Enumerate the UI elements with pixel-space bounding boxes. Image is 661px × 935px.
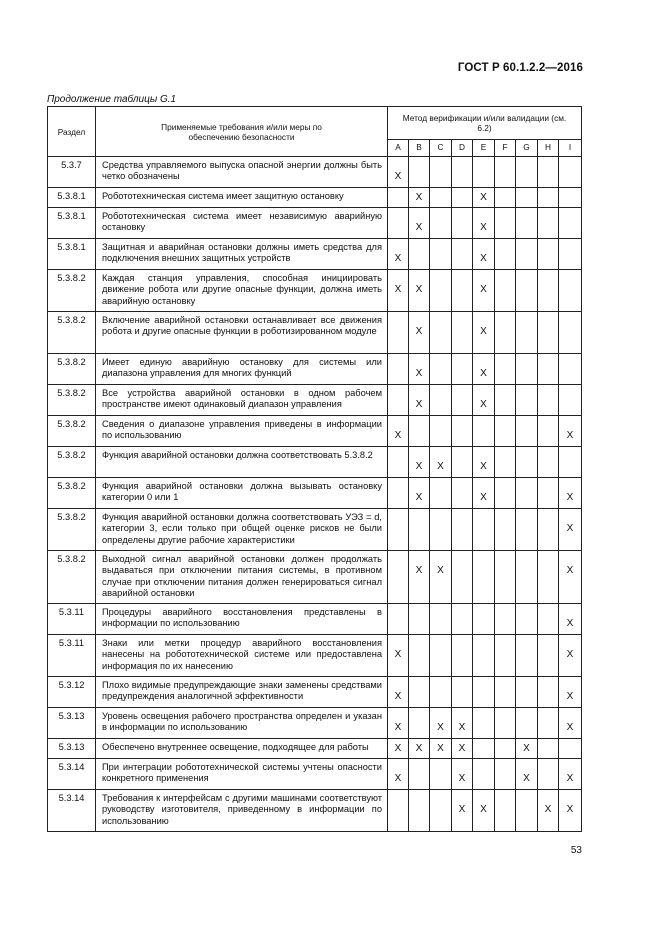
method-letter-e: E: [473, 140, 495, 157]
method-mark-h: [538, 739, 559, 759]
method-mark-c: [430, 157, 452, 188]
method-mark-a: [388, 447, 409, 478]
document-id: ГОСТ Р 60.1.2.2—2016: [457, 62, 583, 74]
method-mark-a: [388, 790, 409, 832]
method-mark-e: X: [473, 790, 495, 832]
method-mark-g: [516, 551, 538, 604]
method-mark-g: [516, 312, 538, 354]
method-mark-f: [495, 157, 516, 188]
method-mark-c: X: [430, 447, 452, 478]
method-mark-c: [430, 635, 452, 677]
method-mark-i: [559, 239, 582, 270]
method-mark-f: [495, 509, 516, 551]
method-mark-d: [452, 551, 473, 604]
method-mark-e: [473, 416, 495, 447]
method-mark-d: X: [452, 759, 473, 790]
method-mark-f: [495, 739, 516, 759]
method-mark-g: X: [516, 739, 538, 759]
method-mark-h: [538, 604, 559, 635]
method-mark-f: [495, 239, 516, 270]
table-row: [48, 354, 582, 385]
method-mark-i: X: [559, 759, 582, 790]
method-letter-f: F: [495, 140, 516, 157]
method-mark-h: X: [538, 790, 559, 832]
section-number: 5.3.8.1: [48, 239, 96, 270]
method-mark-d: [452, 604, 473, 635]
section-number: 5.3.13: [48, 739, 96, 759]
requirement-text: Робототехническая система имеет независимую аварийную остановку: [96, 208, 388, 239]
method-mark-i: [559, 208, 582, 239]
method-mark-b: [409, 604, 430, 635]
method-mark-e: X: [473, 447, 495, 478]
method-mark-a: [388, 354, 409, 385]
method-mark-d: [452, 385, 473, 416]
method-mark-i: [559, 270, 582, 312]
method-mark-d: [452, 447, 473, 478]
method-mark-i: [559, 739, 582, 759]
method-letter-d: D: [452, 140, 473, 157]
method-mark-c: X: [430, 551, 452, 604]
column-header-requirement-text: Применяемые требования и/или меры по обеспечению безопасности: [161, 121, 322, 142]
method-mark-f: [495, 759, 516, 790]
method-mark-e: X: [473, 208, 495, 239]
method-mark-g: [516, 270, 538, 312]
method-mark-b: [409, 790, 430, 832]
table-row: [48, 239, 582, 270]
method-mark-h: [538, 635, 559, 677]
table-row: [48, 509, 582, 551]
method-mark-h: [538, 509, 559, 551]
section-number: 5.3.8.2: [48, 478, 96, 509]
method-mark-e: [473, 708, 495, 739]
table-row: [48, 708, 582, 739]
method-mark-c: [430, 478, 452, 509]
method-mark-d: [452, 188, 473, 208]
method-mark-c: [430, 312, 452, 354]
method-mark-d: X: [452, 739, 473, 759]
table-row: [48, 385, 582, 416]
requirement-text: Все устройства аварийной остановки в одном рабочем пространстве имеют одинаковый диапазон управления: [96, 385, 388, 416]
section-number: 5.3.11: [48, 635, 96, 677]
method-mark-h: [538, 708, 559, 739]
requirement-text: Знаки или метки процедур аварийного восстановления нанесены на робототехнической системе или предоставлена информация по их нанесению: [96, 635, 388, 677]
method-mark-d: [452, 478, 473, 509]
method-mark-b: X: [409, 188, 430, 208]
method-mark-b: X: [409, 270, 430, 312]
method-mark-e: X: [473, 478, 495, 509]
table-row: [48, 677, 582, 708]
method-mark-h: [538, 478, 559, 509]
method-mark-f: [495, 354, 516, 385]
method-mark-e: X: [473, 270, 495, 312]
column-header-section: Раздел: [48, 107, 96, 157]
method-mark-a: [388, 312, 409, 354]
section-number: 5.3.8.2: [48, 354, 96, 385]
requirement-text: Функция аварийной остановки должна соответствовать УЭЗ = d, категории 3, если только при общей оценке рисков не были определены другие рабочие характеристики: [96, 509, 388, 551]
requirement-text: Требования к интерфейсам с другими машинами соответствуют руководству изготовителя, приведенному в информации по использованию: [96, 790, 388, 832]
method-mark-f: [495, 551, 516, 604]
section-number: 5.3.14: [48, 759, 96, 790]
method-mark-a: X: [388, 739, 409, 759]
method-mark-b: X: [409, 208, 430, 239]
method-mark-e: [473, 551, 495, 604]
requirement-text: Функция аварийной остановки должна соответствовать 5.3.8.2: [96, 447, 388, 478]
method-mark-f: [495, 188, 516, 208]
table-caption: Продолжение таблицы G.1: [47, 94, 177, 105]
section-number: 5.3.12: [48, 677, 96, 708]
method-mark-g: [516, 239, 538, 270]
method-mark-e: [473, 604, 495, 635]
method-mark-d: [452, 312, 473, 354]
method-mark-e: [473, 157, 495, 188]
method-mark-b: X: [409, 551, 430, 604]
method-mark-a: X: [388, 708, 409, 739]
method-mark-d: [452, 208, 473, 239]
requirement-text: Имеет единую аварийную остановку для системы или диапазона управления для многих функций: [96, 354, 388, 385]
method-mark-i: X: [559, 635, 582, 677]
method-mark-i: X: [559, 604, 582, 635]
method-mark-i: [559, 188, 582, 208]
method-mark-a: X: [388, 157, 409, 188]
table-row: [48, 635, 582, 677]
method-mark-i: X: [559, 708, 582, 739]
method-mark-f: [495, 312, 516, 354]
method-mark-i: [559, 447, 582, 478]
method-mark-h: [538, 208, 559, 239]
method-letter-b: B: [409, 140, 430, 157]
method-mark-b: [409, 759, 430, 790]
requirement-text: Плохо видимые предупреждающие знаки заменены средствами предупреждения аналогичной эффективности: [96, 677, 388, 708]
method-mark-b: X: [409, 478, 430, 509]
method-mark-g: [516, 635, 538, 677]
method-mark-i: X: [559, 790, 582, 832]
column-header-method-text: Метод верификации и/или валидации (см. 6.2): [402, 113, 567, 133]
table-row: [48, 416, 582, 447]
method-mark-h: [538, 312, 559, 354]
method-mark-b: X: [409, 739, 430, 759]
method-mark-f: [495, 677, 516, 708]
method-mark-e: [473, 759, 495, 790]
table-row: [48, 551, 582, 604]
table-row: [48, 208, 582, 239]
method-mark-b: [409, 509, 430, 551]
method-mark-g: [516, 604, 538, 635]
method-mark-a: [388, 551, 409, 604]
method-mark-h: [538, 157, 559, 188]
section-number: 5.3.13: [48, 708, 96, 739]
section-number: 5.3.7: [48, 157, 96, 188]
method-letter-a: A: [388, 140, 409, 157]
method-mark-f: [495, 208, 516, 239]
method-mark-h: [538, 551, 559, 604]
method-mark-c: [430, 790, 452, 832]
method-mark-a: X: [388, 677, 409, 708]
requirement-text: Робототехническая система имеет защитную остановку: [96, 188, 388, 208]
method-mark-c: [430, 208, 452, 239]
method-mark-b: [409, 677, 430, 708]
method-mark-g: [516, 208, 538, 239]
method-mark-b: [409, 635, 430, 677]
method-mark-a: [388, 188, 409, 208]
method-mark-f: [495, 416, 516, 447]
method-mark-d: [452, 635, 473, 677]
method-mark-c: [430, 677, 452, 708]
method-mark-g: [516, 157, 538, 188]
method-mark-h: [538, 270, 559, 312]
method-mark-d: [452, 270, 473, 312]
method-mark-a: [388, 385, 409, 416]
page-number: 53: [570, 845, 582, 856]
method-mark-g: [516, 790, 538, 832]
method-mark-d: [452, 354, 473, 385]
method-mark-c: [430, 188, 452, 208]
method-mark-f: [495, 790, 516, 832]
method-mark-h: [538, 759, 559, 790]
requirement-text: Средства управляемого выпуска опасной энергии должны быть четко обозначены: [96, 157, 388, 188]
method-mark-i: X: [559, 551, 582, 604]
requirement-text: Каждая станция управления, способная инициировать движение робота или другие опасные функции, должна иметь аварийную остановку: [96, 270, 388, 312]
method-mark-d: X: [452, 708, 473, 739]
section-number: 5.3.8.2: [48, 447, 96, 478]
requirement-text: Сведения о диапазоне управления приведены в информации по использованию: [96, 416, 388, 447]
method-mark-a: X: [388, 239, 409, 270]
section-number: 5.3.8.2: [48, 509, 96, 551]
method-mark-d: [452, 677, 473, 708]
method-mark-g: [516, 478, 538, 509]
method-mark-i: [559, 385, 582, 416]
method-mark-b: X: [409, 354, 430, 385]
method-mark-i: [559, 354, 582, 385]
method-mark-a: X: [388, 270, 409, 312]
method-mark-i: [559, 157, 582, 188]
requirement-text: Обеспечено внутреннее освещение, подходящее для работы: [96, 739, 388, 759]
method-mark-e: [473, 739, 495, 759]
method-mark-b: [409, 708, 430, 739]
method-mark-a: X: [388, 635, 409, 677]
method-mark-c: [430, 416, 452, 447]
method-mark-h: [538, 447, 559, 478]
method-mark-a: [388, 509, 409, 551]
table-row: [48, 739, 582, 759]
requirement-text: Выходной сигнал аварийной остановки должен продолжать выдаваться при отключении питания системы, в противном случае при отключении питания должен генерироваться сигнал аварийной остановки: [96, 551, 388, 604]
method-mark-a: X: [388, 416, 409, 447]
method-mark-d: [452, 416, 473, 447]
method-mark-h: [538, 354, 559, 385]
method-mark-f: [495, 708, 516, 739]
method-letter-i: I: [559, 140, 582, 157]
column-header-method: [388, 107, 582, 140]
method-mark-a: [388, 478, 409, 509]
section-number: 5.3.14: [48, 790, 96, 832]
method-mark-g: [516, 447, 538, 478]
method-mark-d: [452, 239, 473, 270]
method-mark-g: X: [516, 759, 538, 790]
section-number: 5.3.8.2: [48, 385, 96, 416]
table-row: [48, 447, 582, 478]
method-mark-c: X: [430, 739, 452, 759]
method-mark-b: [409, 416, 430, 447]
method-mark-d: [452, 509, 473, 551]
method-mark-i: X: [559, 478, 582, 509]
method-mark-e: X: [473, 188, 495, 208]
method-mark-c: [430, 509, 452, 551]
table-row: [48, 312, 582, 354]
column-header-requirement: [96, 107, 388, 157]
method-mark-i: X: [559, 677, 582, 708]
method-mark-h: [538, 188, 559, 208]
method-mark-e: [473, 509, 495, 551]
method-letter-h: H: [538, 140, 559, 157]
method-mark-c: [430, 239, 452, 270]
method-mark-f: [495, 447, 516, 478]
method-mark-f: [495, 270, 516, 312]
table-row: [48, 157, 582, 188]
method-mark-h: [538, 416, 559, 447]
table-row: [48, 478, 582, 509]
method-mark-h: [538, 677, 559, 708]
method-mark-g: [516, 416, 538, 447]
table-row: [48, 188, 582, 208]
method-mark-g: [516, 708, 538, 739]
method-mark-g: [516, 188, 538, 208]
method-mark-b: [409, 239, 430, 270]
method-mark-c: [430, 270, 452, 312]
method-mark-a: [388, 604, 409, 635]
table-row: [48, 604, 582, 635]
requirement-text: Процедуры аварийного восстановления представлены в информации по использованию: [96, 604, 388, 635]
method-mark-c: [430, 604, 452, 635]
method-mark-b: [409, 157, 430, 188]
method-mark-e: X: [473, 385, 495, 416]
method-mark-b: X: [409, 447, 430, 478]
table-row: [48, 759, 582, 790]
requirement-text: Включение аварийной остановки останавливает все движения робота и другие опасные функции в роботизированном модуле: [96, 312, 388, 354]
method-mark-g: [516, 509, 538, 551]
section-number: 5.3.8.1: [48, 188, 96, 208]
method-mark-b: X: [409, 385, 430, 416]
method-mark-i: [559, 312, 582, 354]
method-mark-h: [538, 385, 559, 416]
method-mark-e: [473, 635, 495, 677]
method-mark-e: X: [473, 354, 495, 385]
method-mark-e: [473, 677, 495, 708]
method-mark-d: [452, 157, 473, 188]
method-letter-g: G: [516, 140, 538, 157]
method-mark-g: [516, 677, 538, 708]
method-mark-c: [430, 385, 452, 416]
requirement-text: Уровень освещения рабочего пространства определен и указан в информации по использованию: [96, 708, 388, 739]
method-mark-h: [538, 239, 559, 270]
requirement-text: Защитная и аварийная остановки должны иметь средства для подключения внешних защитных устройств: [96, 239, 388, 270]
method-mark-a: [388, 208, 409, 239]
method-mark-d: X: [452, 790, 473, 832]
method-letter-c: C: [430, 140, 452, 157]
method-mark-c: [430, 759, 452, 790]
method-mark-e: X: [473, 239, 495, 270]
method-mark-f: [495, 635, 516, 677]
method-mark-e: X: [473, 312, 495, 354]
requirement-text: Функция аварийной остановки должна вызывать остановку категории 0 или 1: [96, 478, 388, 509]
method-mark-f: [495, 478, 516, 509]
method-mark-c: X: [430, 708, 452, 739]
method-mark-g: [516, 385, 538, 416]
method-mark-g: [516, 354, 538, 385]
section-number: 5.3.8.2: [48, 551, 96, 604]
method-mark-i: X: [559, 416, 582, 447]
section-number: 5.3.8.2: [48, 270, 96, 312]
method-mark-a: X: [388, 759, 409, 790]
section-number: 5.3.8.1: [48, 208, 96, 239]
table-row: [48, 790, 582, 832]
section-number: 5.3.8.2: [48, 416, 96, 447]
section-number: 5.3.8.2: [48, 312, 96, 354]
method-mark-i: X: [559, 509, 582, 551]
method-mark-f: [495, 385, 516, 416]
method-mark-c: [430, 354, 452, 385]
section-number: 5.3.11: [48, 604, 96, 635]
table-row: [48, 270, 582, 312]
requirements-table: [47, 106, 582, 832]
method-mark-b: X: [409, 312, 430, 354]
method-mark-f: [495, 604, 516, 635]
requirement-text: При интеграции робототехнической системы учтены опасности конкретного применения: [96, 759, 388, 790]
